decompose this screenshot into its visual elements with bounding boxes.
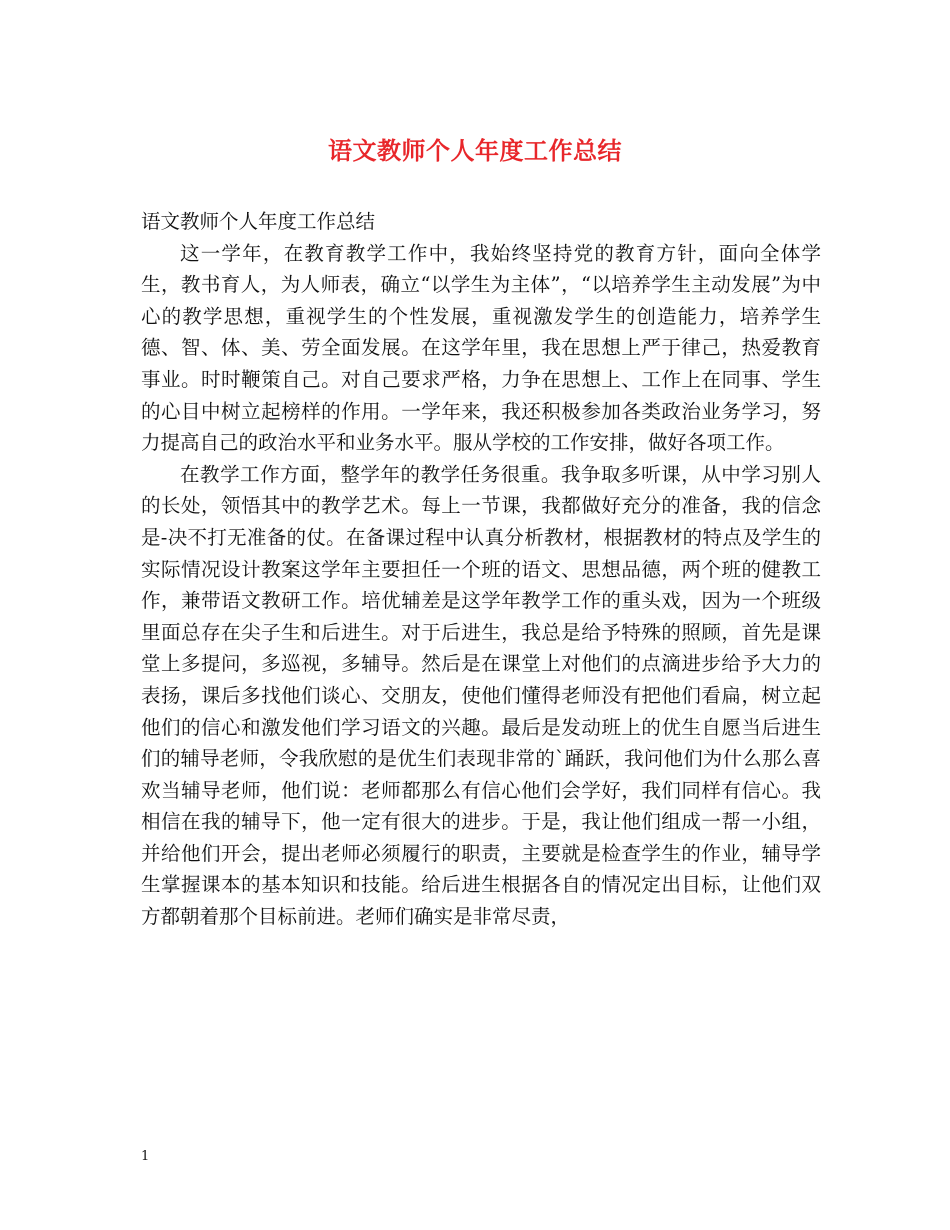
paragraph-2: 在教学工作方面，整学年的教学任务很重。我争取多听课，从中学习别人的长处，领悟其中的教学艺术。每上一节课，我都做好充分的准备，我的信念是-决不打无准备的仗。在备课过程中认真分析教材，根据教材的特点及学生的实际情况设计教案这学年主要担任一个班的语文、思想品德，两个班的健教工作，兼带语文教研工作。培优辅差是这学年教学工作的重头戏，因为一个班级里面总存在尖子生和后进生。对于后进生，我总是给予特殊的照顾，首先是课堂上多提问，多巡视，多辅导。然后是在课堂上对他们的点滴进步给予大力的表扬，课后多找他们谈心、交朋友，使他们懂得老师没有把他们看扁，树立起他们的信心和激发他们学习语文的兴趣。最后是发动班上的优生自愿当后进生们的辅导老师，令我欣慰的是优生们表现非常的`踊跃，我问他们为什么那么喜欢当辅导老师，他们说：老师都那么有信心他们会学好，我们同样有信心。我相信在我的辅导下，他一定有很大的进步。于是，我让他们组成一帮一小组，并给他们开会，提出老师必须履行的职责，主要就是检查学生的作业，辅导学生掌握课本的基本知识和技能。给后进生根据各自的情况定出目标，让他们双方都朝着那个目标前进。老师们确实是非常尽责，	[141, 462, 821, 929]
paragraph-1: 这一学年，在教育教学工作中，我始终坚持党的教育方针，面向全体学生，教书育人，为人师表，确立“以学生为主体”，“以培养学生主动发展”为中心的教学思想，重视学生的个性发展，重视激发学生的创造能力，培养学生德、智、体、美、劳全面发展。在这学年里，我在思想上严于律己，热爱教育事业。时时鞭策自己。对自己要求严格，力争在思想上、工作上在同事、学生的心目中树立起榜样的作用。一学年来，我还积极参加各类政治业务学习，努力提高自己的政治水平和业务水平。服从学校的工作安排，做好各项工作。	[141, 241, 821, 455]
document-subtitle: 语文教师个人年度工作总结	[141, 210, 376, 233]
page-number: 1	[141, 1149, 150, 1164]
document-title: 语文教师个人年度工作总结	[328, 136, 622, 165]
document-body	[141, 206, 821, 933]
